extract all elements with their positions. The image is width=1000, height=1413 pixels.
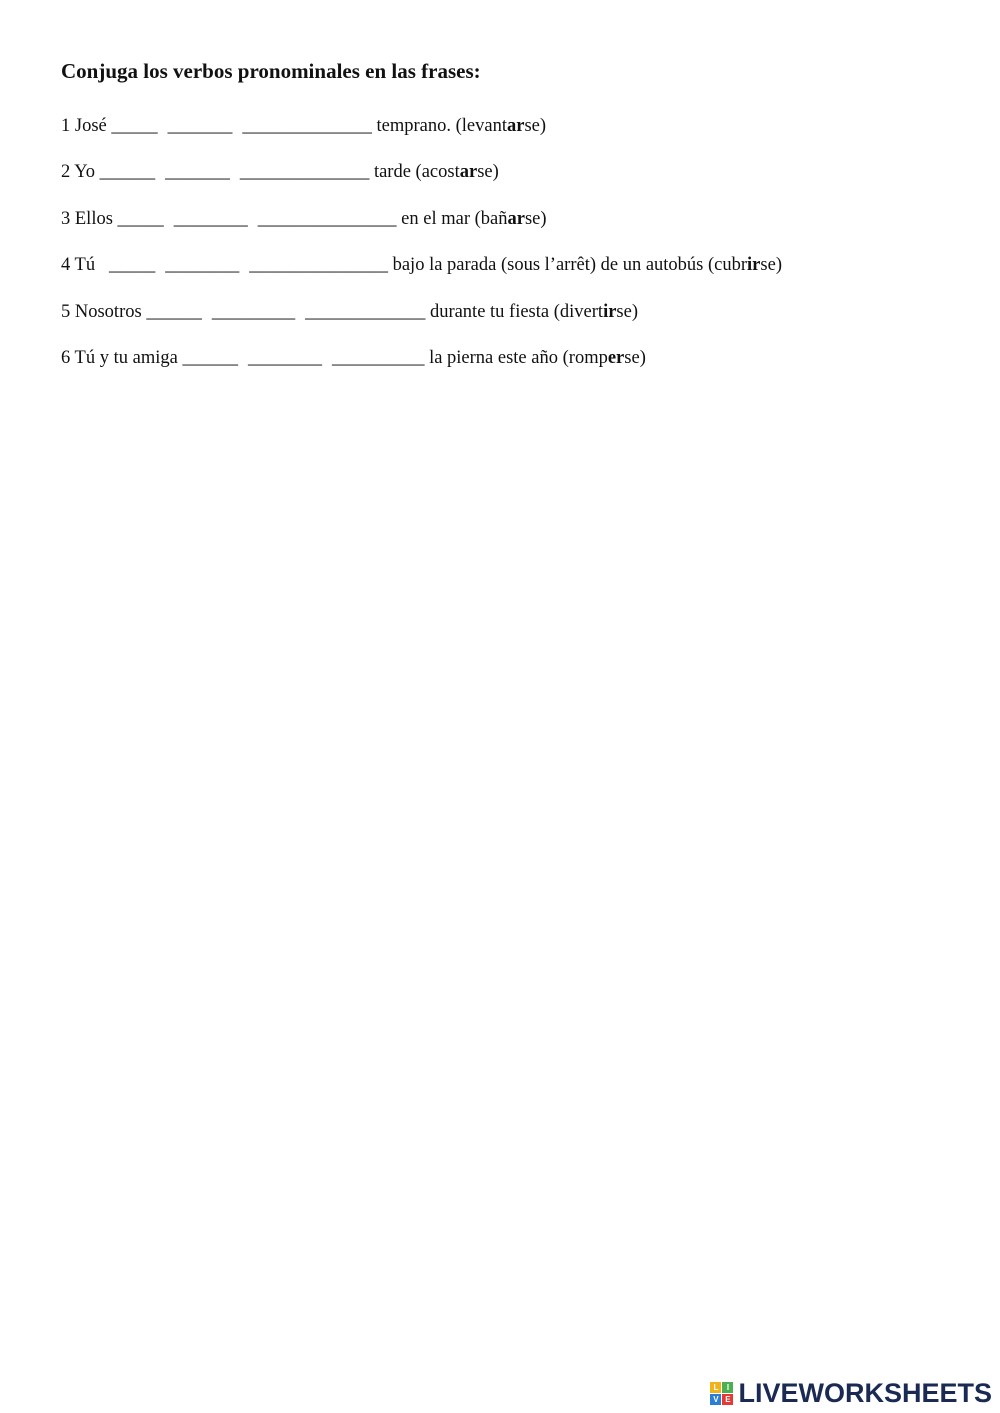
verb-stem: bañ <box>480 208 508 229</box>
logo-icon <box>710 1382 733 1405</box>
answer-blank-3[interactable]: _______________ <box>257 208 397 229</box>
logo-letter-e: E <box>722 1394 733 1405</box>
exercise-item-1 <box>61 113 782 159</box>
logo-letter-i: I <box>722 1382 733 1393</box>
infinitive-hint <box>714 255 782 275</box>
verb-ending: ar <box>506 116 525 136</box>
answer-blank-2[interactable]: _______ <box>165 162 230 183</box>
verb-suffix: se) <box>524 208 547 229</box>
item-rest: la pierna este año ( <box>424 347 569 368</box>
exercise-item-5 <box>61 299 782 345</box>
item-rest: en el mar ( <box>396 208 481 229</box>
answer-blank-3[interactable]: _______________ <box>249 255 388 276</box>
item-prefix: 6 Tú y tu amiga <box>61 347 183 368</box>
answer-blank-2[interactable]: _______ <box>167 116 233 136</box>
item-rest: temprano. ( <box>371 116 462 136</box>
answer-blank-2[interactable]: ________ <box>165 255 240 276</box>
page-title: Conjuga los verbos pronominales en las frases: <box>61 59 481 83</box>
verb-suffix: se) <box>616 301 638 322</box>
answer-blank-1[interactable]: ______ <box>99 162 156 183</box>
item-rest: tarde ( <box>369 162 422 183</box>
exercise-item-3 <box>61 206 782 252</box>
answer-blank-3[interactable]: ______________ <box>239 162 370 183</box>
answer-blank-1[interactable]: _____ <box>111 116 158 136</box>
answer-blank-1[interactable]: ______ <box>182 347 238 368</box>
answer-blank-1[interactable]: _____ <box>108 255 156 276</box>
infinitive-hint <box>462 116 546 136</box>
verb-suffix: se) <box>624 347 646 368</box>
item-rest: durante tu fiesta ( <box>425 301 560 322</box>
verb-ending: ar <box>459 162 478 183</box>
infinitive-hint <box>560 302 638 322</box>
item-prefix: 5 Nosotros <box>61 301 147 322</box>
exercise-item-2 <box>61 159 782 205</box>
exercise-item-6 <box>61 345 782 391</box>
exercise-list <box>61 113 782 391</box>
verb-stem: acost <box>421 162 460 183</box>
logo-letter-v: V <box>710 1394 721 1405</box>
verb-ending: ir <box>603 301 617 322</box>
item-prefix: 3 Ellos <box>61 208 118 229</box>
infinitive-hint <box>481 209 547 229</box>
item-prefix: 2 Yo <box>61 162 100 183</box>
item-prefix: 4 Tú <box>61 255 109 276</box>
logo-wordmark: LIVEWORKSHEETS <box>738 1378 992 1408</box>
logo-letter-l: L <box>710 1382 721 1393</box>
verb-ending: er <box>607 347 625 368</box>
answer-blank-2[interactable]: ________ <box>247 347 322 368</box>
infinitive-hint <box>569 348 646 368</box>
item-rest: bajo la parada (sous l’arrêt) de un autobús ( <box>387 255 715 276</box>
answer-blank-3[interactable]: _____________ <box>305 301 426 322</box>
infinitive-hint <box>422 162 499 182</box>
answer-blank-3[interactable]: ______________ <box>242 116 372 136</box>
answer-blank-1[interactable]: _____ <box>117 208 164 229</box>
answer-blank-3[interactable]: __________ <box>331 347 425 368</box>
answer-blank-1[interactable]: ______ <box>146 301 202 322</box>
liveworksheets-logo <box>710 1380 992 1407</box>
verb-stem: levant <box>461 116 507 136</box>
verb-stem: cubr <box>714 255 748 276</box>
item-prefix: 1 José <box>61 116 112 136</box>
exercise-item-4 <box>61 252 782 298</box>
verb-stem: romp <box>568 347 608 368</box>
answer-blank-2[interactable]: _________ <box>211 301 296 322</box>
verb-ending: ar <box>507 208 525 229</box>
verb-suffix: se) <box>477 162 499 183</box>
verb-stem: divert <box>559 301 604 322</box>
verb-ending: ir <box>747 255 761 276</box>
verb-suffix: se) <box>760 255 782 276</box>
answer-blank-2[interactable]: ________ <box>173 208 248 229</box>
verb-suffix: se) <box>524 116 547 136</box>
